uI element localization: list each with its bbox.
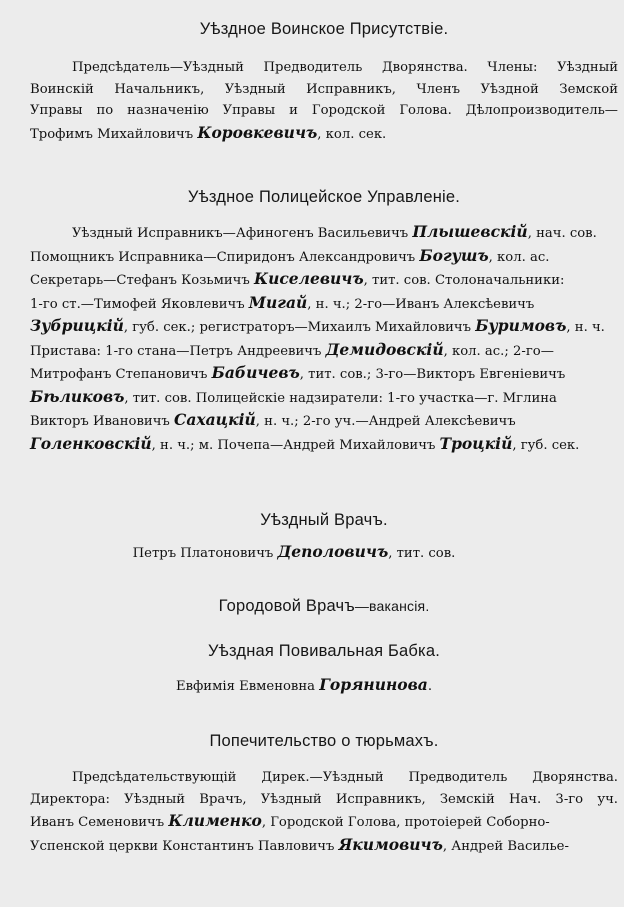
vacancy-status: —вакансія. [354,598,430,614]
text-line [30,292,618,316]
text-fragment: , н. ч. [566,320,605,335]
text-line [30,542,618,561]
section-heading: Уѣздная Повивальная Бабка. [207,642,441,660]
text-line [30,268,618,292]
text-fragment: , тит. сов. Полицейскіе надзиратели: 1-го участка—г. Мглина [124,390,557,406]
text-line: Управы по назначенію Управы и Городской Голова. Дѣлопроизводитель— [30,103,618,118]
text-line [30,339,618,363]
text-fragment: , губ. сек.; регистраторъ—Михаилъ Михайловичъ [123,320,476,335]
text-fragment: , н. ч.; 2-го—Иванъ Алексѣевичъ [307,296,535,312]
text-line: Предсѣдательствующій Дирек.—Уѣздный Предводитель Дворянства. [72,770,618,785]
person-surname: Мигай [248,292,308,312]
text-line [30,675,618,694]
text-line: Предсѣдатель—Уѣздный Предводитель Дворянства. Члены: Уѣздный [72,60,618,75]
text-fragment: Секретарь—Стефанъ Козьмичъ [30,273,254,288]
text-fragment: , кол. сек. [317,126,387,142]
text-fragment: , Городской Голова, протоіерей Соборно- [261,815,550,830]
person-surname: Бѣликовъ [30,386,125,406]
text-line [30,122,618,146]
person-surname: Киселевичъ [253,269,364,288]
text-fragment: Викторъ Ивановичъ [30,414,175,429]
text-fragment: , кол. ас. [488,249,550,265]
text-line: Воинскій Начальникъ, Уѣздный Исправникъ, Членъ Уѣздной Земской [30,81,618,97]
person-surname: Коровкевичъ [197,122,318,142]
section-body [30,221,618,456]
text-line [30,810,618,834]
text-fragment: , тит. сов.; 3-го—Викторъ Евгеніевичъ [299,367,566,382]
section-body [30,57,618,145]
text-fragment: Успенской церкви Константинъ Павловичъ [30,838,339,854]
text-fragment: . [427,679,433,694]
section-heading: Уѣздное Полицейское Управленіе. [187,188,461,206]
text-fragment: Евфимія Евменовна [175,679,320,694]
text-line [30,386,618,410]
text-fragment: , тит. сов. [388,546,456,561]
person-surname: Голенковскій [30,433,152,453]
text-line [30,362,618,386]
text-fragment: , н. ч.; м. Почепа—Андрей Михайловичъ [151,437,440,453]
section-prison-trusteeship [30,732,618,857]
person-surname: Горянинова [319,675,428,694]
section-district-doctor [30,511,618,561]
section-heading [30,597,618,616]
text-line [30,315,618,339]
person-surname: Клименко [168,811,262,830]
person-surname: Деполовичъ [277,542,389,561]
section-midwife [30,642,618,694]
text-fragment: 1-го ст.—Тимофей Яковлевичъ [30,296,249,312]
text-line [30,245,618,269]
person-surname: Якимовичъ [338,834,443,854]
text-fragment: Трофимъ Михайловичъ [30,126,198,142]
text-fragment: Пристава: 1-го стана—Петръ Андреевичъ [30,343,326,359]
person-surname: Зубрицкій [30,316,124,335]
text-fragment: Уѣздный Исправникъ—Афиногенъ Васильевичъ [72,226,413,241]
section-city-doctor [30,597,618,616]
person-surname: Демидовскій [325,339,444,359]
heading-text: Городовой Врачъ [218,597,355,615]
text-fragment: Митрофанъ Степановичъ [30,367,212,382]
text-fragment: , Андрей Василье- [442,838,569,854]
person-surname: Троцкій [439,433,513,453]
text-fragment: , нач. сов. [527,226,597,241]
text-fragment: , кол. ас.; 2-го— [443,343,554,359]
person-surname: Богушъ [419,245,489,265]
text-fragment: , н. ч.; 2-го уч.—Андрей Алексѣевичъ [255,414,516,429]
text-fragment: Иванъ Семеновичъ [30,815,169,830]
text-fragment: Петръ Платоновичъ [132,546,278,561]
text-fragment: , губ. сек. [512,437,580,453]
text-line [30,433,618,457]
person-surname: Буримовъ [475,316,567,335]
text-line [30,834,618,858]
person-surname: Сахацкій [174,410,256,429]
section-body [30,767,618,857]
text-fragment: Помощникъ Исправника—Спиридонъ Александровичъ [30,249,420,265]
person-surname: Бабичевъ [211,363,300,382]
person-surname: Плышевскій [412,222,528,241]
text-fragment: , тит. сов. Столоначальники: [363,273,565,288]
text-line [30,409,618,433]
section-military-presence [30,20,618,145]
section-heading: Попечительство о тюрьмахъ. [209,732,439,750]
section-heading: Уѣздное Воинское Присутствіе. [199,20,449,38]
text-line: Директора: Уѣздный Врачъ, Уѣздный Исправникъ, Земскій Нач. 3-го уч. [30,791,618,807]
text-line [30,221,618,245]
section-police-administration [30,188,618,456]
section-heading: Уѣздный Врачъ. [260,511,388,529]
